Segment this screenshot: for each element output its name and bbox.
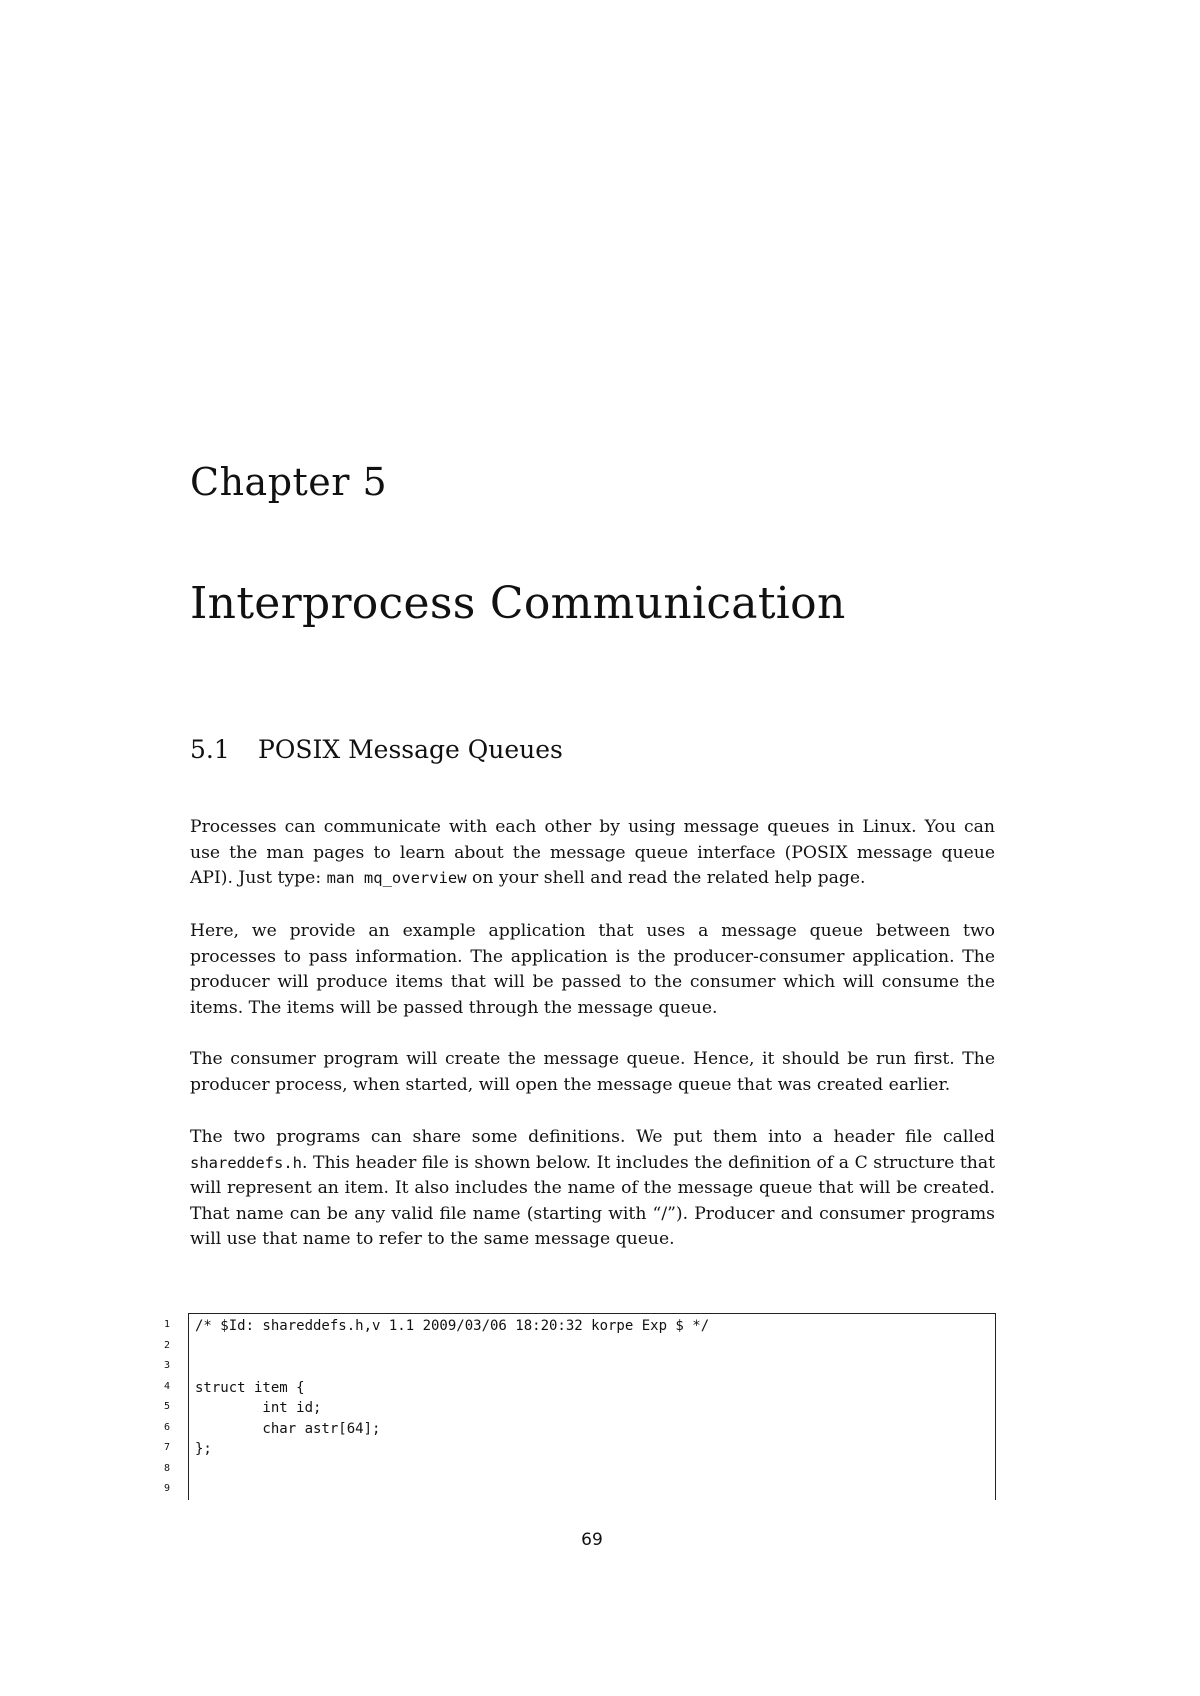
code-line-number: 2	[163, 1339, 170, 1351]
code-line	[195, 1357, 709, 1378]
paragraph-shared-defs	[190, 1125, 995, 1253]
code-listing	[188, 1313, 996, 1500]
paragraph-consumer: The consumer program will create the message queue. Hence, it should be run first. The producer process, when started, will open the message queue that was created earlier.	[190, 1049, 995, 1095]
code-line-number: 7	[163, 1442, 170, 1453]
code-line	[195, 1480, 709, 1501]
code-line-number: 8	[163, 1462, 170, 1474]
paragraph-intro-text: Processes can communicate with each other by using message queues in Linux. You can use the man pages to learn about the message queue interface (POSIX message queue API). Just type:	[190, 817, 995, 888]
code-line-number: 4	[163, 1380, 170, 1392]
code-line-number: 1	[163, 1319, 170, 1330]
code-line-number: 5	[163, 1401, 170, 1412]
paragraph-intro-text-end: on your shell and read the related help page.	[466, 868, 866, 888]
section-heading	[190, 735, 563, 764]
paragraph-shared-defs-text: The two programs can share some definitions. We put them into a header file called	[190, 1127, 995, 1147]
code-line-number: 6	[163, 1421, 170, 1433]
code-line-number: 3	[163, 1360, 170, 1371]
code-line: /* $Id: shareddefs.h,v 1.1 2009/03/06 18:20:32 korpe Exp $ */	[195, 1318, 710, 1334]
code-lines	[195, 1316, 709, 1501]
section-number: 5.1	[190, 735, 230, 764]
code-line: };	[195, 1441, 212, 1457]
code-line	[195, 1337, 709, 1358]
code-line: struct item {	[195, 1379, 305, 1396]
page-number: 69	[581, 1530, 603, 1550]
inline-filename: shareddefs.h	[190, 1153, 302, 1172]
code-line-numbers	[150, 1315, 170, 1500]
paragraph-shared-defs-text-end: . This header file is shown below. It includes the definition of a C structure that will represent an item. It also includes the name of the message queue that will be created. That name can be any valid file name (starting with “/”). Producer and consumer programs will use that name to refer to the same message queue.	[190, 1152, 995, 1249]
paragraph-example: Here, we provide an example application that uses a message queue between two processes to pass information. The application is the producer-consumer application. The producer will produce items that will be passed to the consumer which will consume the items. The items will be passed through the message queue.	[190, 921, 995, 1018]
section-title: POSIX Message Queues	[258, 735, 563, 764]
code-line: char astr[64];	[195, 1420, 381, 1437]
code-line: int id;	[195, 1400, 322, 1416]
paragraph-intro	[190, 815, 995, 892]
code-line	[195, 1460, 709, 1481]
code-line-number: 9	[163, 1483, 170, 1494]
chapter-label: Chapter 5	[190, 460, 388, 504]
inline-command: man mq_overview	[326, 869, 467, 887]
chapter-title: Interprocess Communication	[190, 578, 846, 629]
